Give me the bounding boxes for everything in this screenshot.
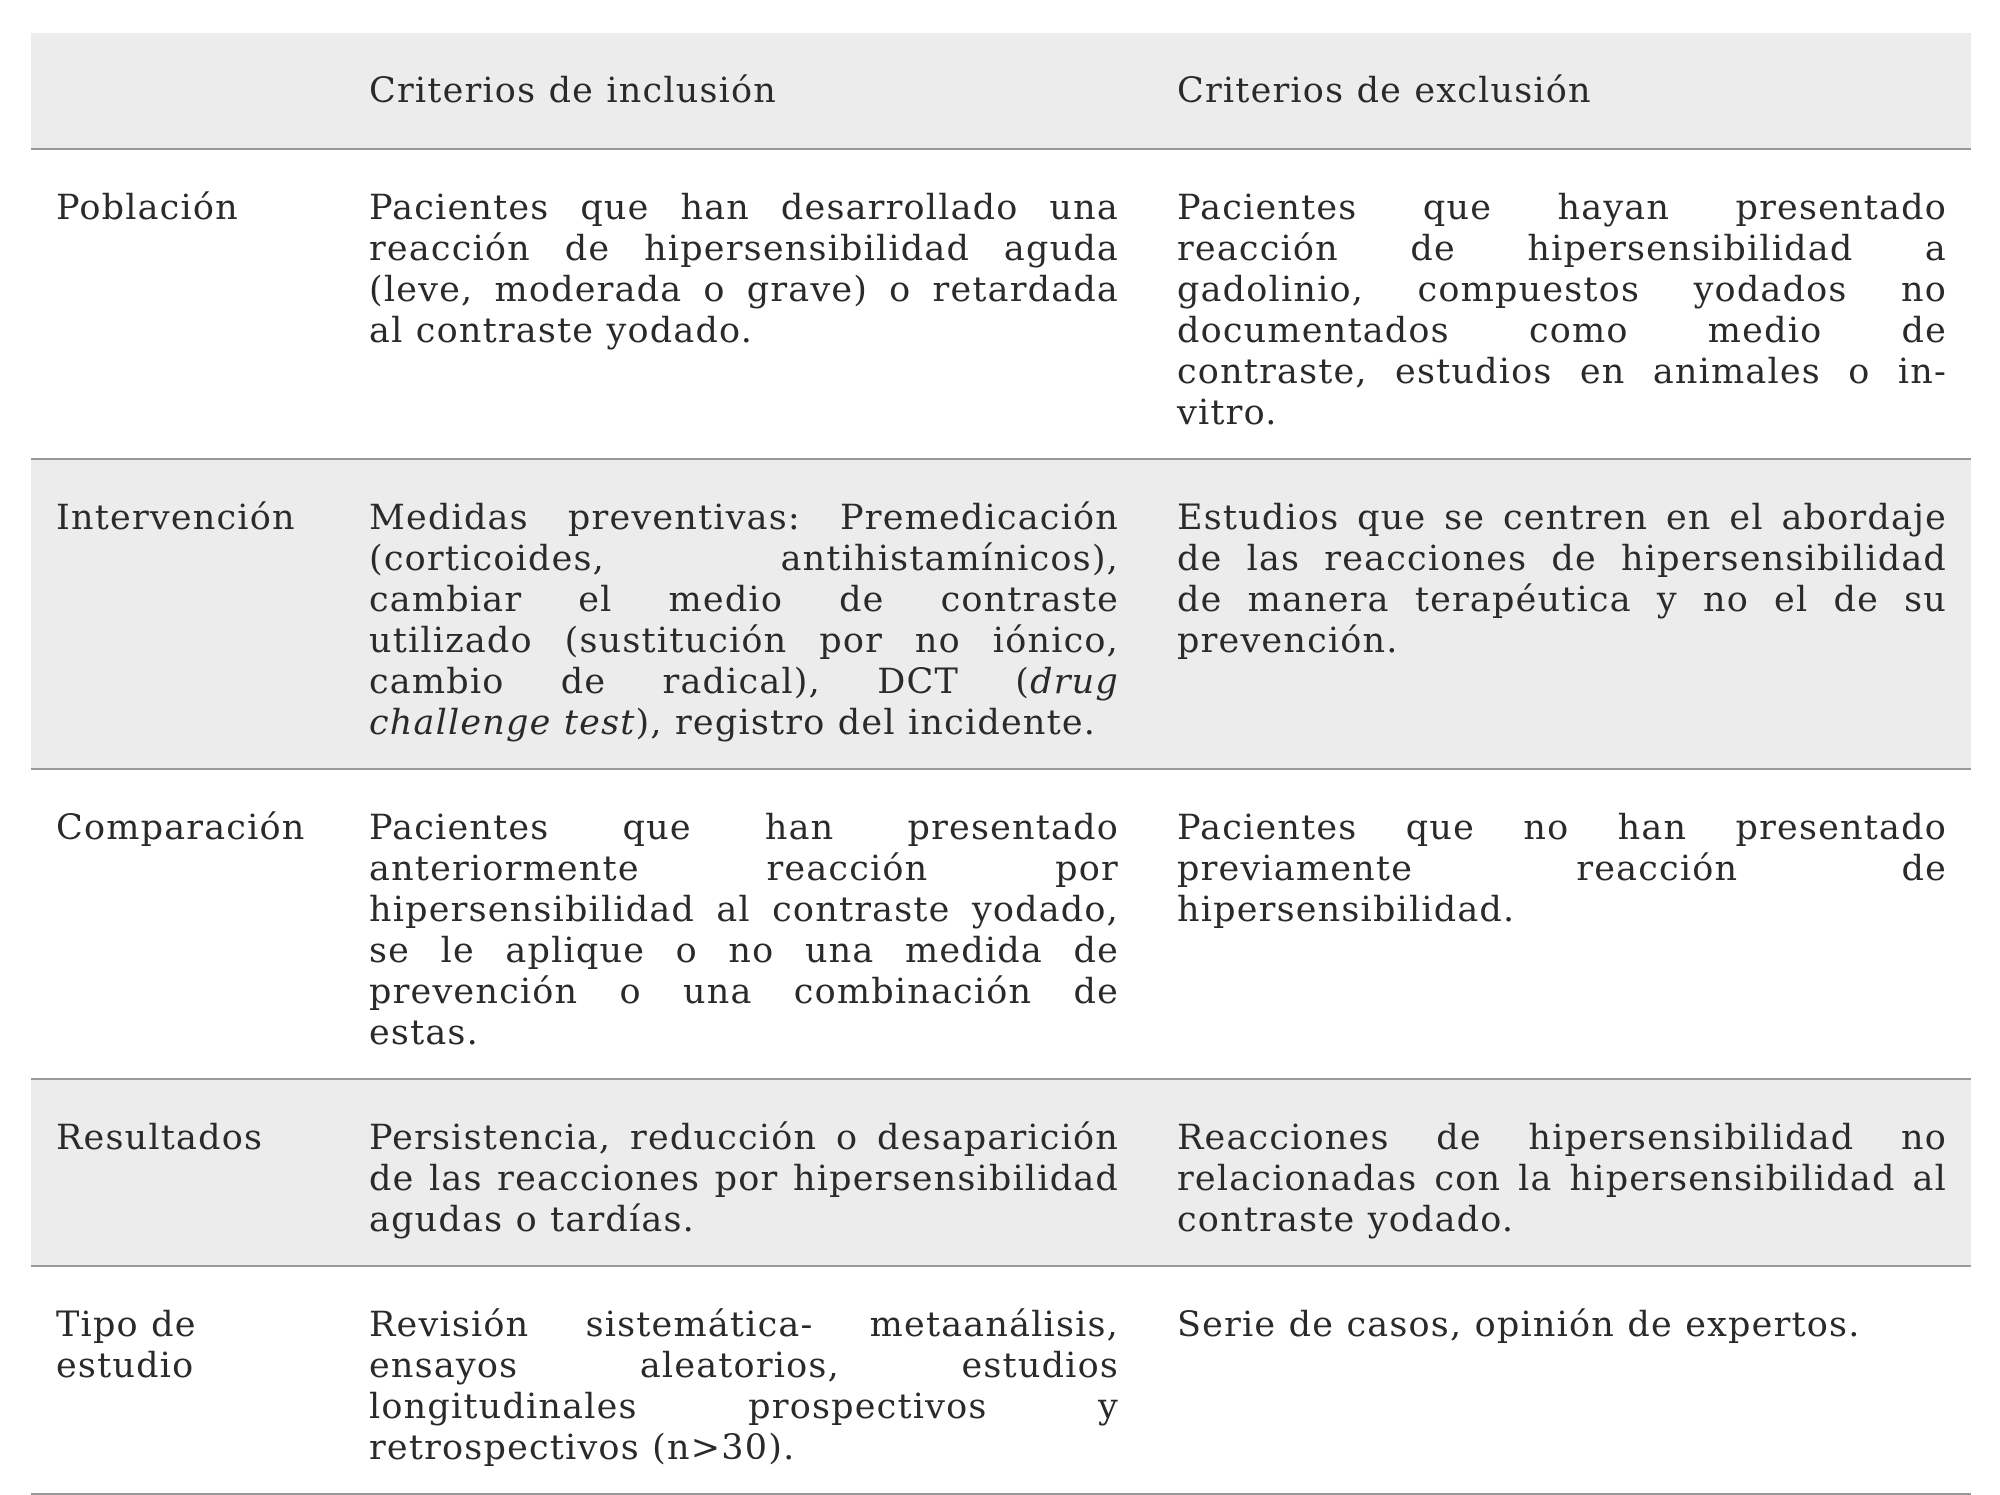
table-row-tipo-de-estudio [31, 1266, 1971, 1494]
inclusion-text-italic: drug challenge test [369, 662, 1119, 743]
exclusion-cell: Pacientes que no han presentado previamente reacción de hipersensibilidad. [1177, 808, 1947, 930]
table-row-intervencion [31, 459, 1971, 769]
exclusion-cell: Pacientes que hayan presentado reacción de hipersensibilidad a gadolinio, compuestos yodados no documentados como medio de contraste, estudios en animales o in-vitro. [1177, 188, 1947, 433]
criteria-table [31, 33, 1971, 1495]
row-label: Comparación [56, 808, 306, 848]
table-row-resultados [31, 1079, 1971, 1266]
header-label-cell [31, 33, 343, 149]
table-row-poblacion [31, 149, 1971, 459]
exclusion-cell: Estudios que se centren en el abordaje de las reacciones de hipersensibilidad de manera terapéutica y no el de su prevención. [1177, 498, 1947, 661]
inclusion-text-after: ), registro del incidente. [635, 703, 1097, 743]
inclusion-cell: Persistencia, reducción o desaparición de las reacciones por hipersensibilidad agudas o tardías. [369, 1118, 1119, 1240]
row-label: Intervención [56, 498, 296, 538]
header-row [31, 33, 1971, 149]
inclusion-cell: Pacientes que han presentado anteriormente reacción por hipersensibilidad al contraste yodado, se le aplique o no una medida de prevención o una combinación de estas. [369, 808, 1119, 1053]
header-inclusion: Criterios de inclusión [369, 71, 778, 111]
table-row-comparacion [31, 769, 1971, 1079]
exclusion-cell: Reacciones de hipersensibilidad no relacionadas con la hipersensibilidad al contraste yodado. [1177, 1118, 1947, 1240]
row-label: Población [56, 188, 239, 228]
exclusion-cell: Serie de casos, opinión de expertos. [1177, 1305, 1861, 1345]
header-exclusion: Criterios de exclusión [1177, 71, 1592, 111]
inclusion-cell: Revisión sistemática- metaanálisis, ensayos aleatorios, estudios longitudinales prospectivos y retrospectivos (n>30). [369, 1305, 1119, 1468]
inclusion-cell: Pacientes que han desarrollado una reacción de hipersensibilidad aguda (leve, moderada o grave) o retardada al contraste yodado. [369, 188, 1119, 351]
row-label: Resultados [56, 1118, 264, 1158]
inclusion-text-before: Medidas preventivas: Premedicación (corticoides, antihistamínicos), cambiar el medio de contraste utilizado (sustitución por no iónico, cambio de radical), DCT ( [369, 498, 1119, 702]
inclusion-cell [343, 459, 1153, 769]
row-label: Tipo de estudio [56, 1305, 197, 1386]
